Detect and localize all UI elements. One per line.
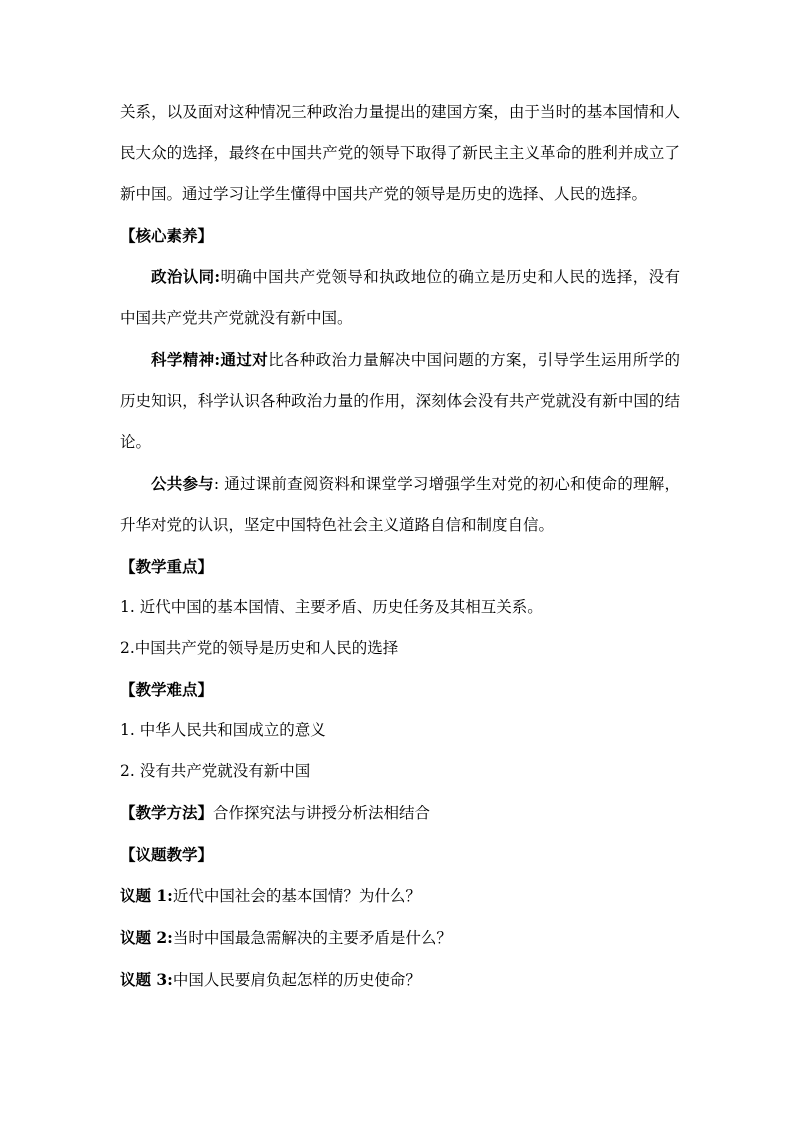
core-literacy-item-political	[120, 256, 680, 339]
issue-item	[120, 959, 680, 1001]
methods-heading: 【教学方法】	[120, 803, 214, 822]
core-literacy-label: 公共参与	[151, 474, 214, 493]
issue-text: 近代中国社会的基本国情？为什么？	[172, 887, 421, 905]
methods-line	[120, 792, 680, 834]
core-literacy-label: 科学精神:通过对	[151, 350, 269, 369]
key-point-item: 1. 近代中国的基本国情、主要矛盾、历史任务及其相互关系。	[120, 598, 543, 616]
core-literacy-item-science	[120, 339, 680, 463]
difficulty-item: 2. 没有共产党就没有新中国	[120, 762, 311, 780]
core-literacy-heading: 【核心素养】	[120, 226, 214, 245]
issue-label: 议题 2:	[120, 928, 173, 947]
issue-item	[120, 917, 680, 959]
methods-text: 合作探究法与讲授分析法相结合	[213, 804, 431, 822]
issues-heading: 【议题教学】	[120, 845, 214, 864]
issue-label: 议题 3:	[120, 970, 173, 989]
key-point-item: 2.中国共产党的领导是历史和人民的选择	[120, 639, 399, 657]
issue-label: 议题 1:	[120, 886, 173, 905]
difficulties-heading: 【教学难点】	[120, 680, 214, 699]
difficulty-item: 1. 中华人民共和国成立的意义	[120, 721, 326, 739]
document-content	[120, 92, 680, 1001]
issue-text: 中国人民要肩负起怎样的历史使命？	[172, 971, 421, 989]
key-points-heading: 【教学重点】	[120, 557, 214, 576]
core-literacy-label: 政治认同:	[151, 267, 221, 286]
core-literacy-item-public	[120, 463, 680, 546]
issue-text: 当时中国最急需解决的主要矛盾是什么？	[172, 929, 452, 947]
intro-paragraph: 关系，以及面对这种情况三种政治力量提出的建国方案，由于当时的基本国情和人民大众的选择，最终在中国共产党的领导下取得了新民主主义革命的胜利并成立了新中国。通过学习让学生懂得中国共产党的领导是历史的选择、人民的选择。	[120, 103, 680, 203]
issue-item	[120, 875, 680, 917]
core-literacy-text: : 通过课前查阅资料和课堂学习增强学生对党的初心和使命的理解，升华对党的认识，坚定中国特色社会主义道路自信和制度自信。	[120, 475, 680, 534]
core-literacy-text: 比各种政治力量解决中国问题的方案，引导学生运用所学的历史知识，科学认识各种政治力量的作用，深刻体会没有共产党就没有新中国的结论。	[120, 351, 680, 451]
core-literacy-text: 明确中国共产党领导和执政地位的确立是历史和人民的选择，没有中国共产党共产党就没有新中国。	[120, 268, 680, 327]
